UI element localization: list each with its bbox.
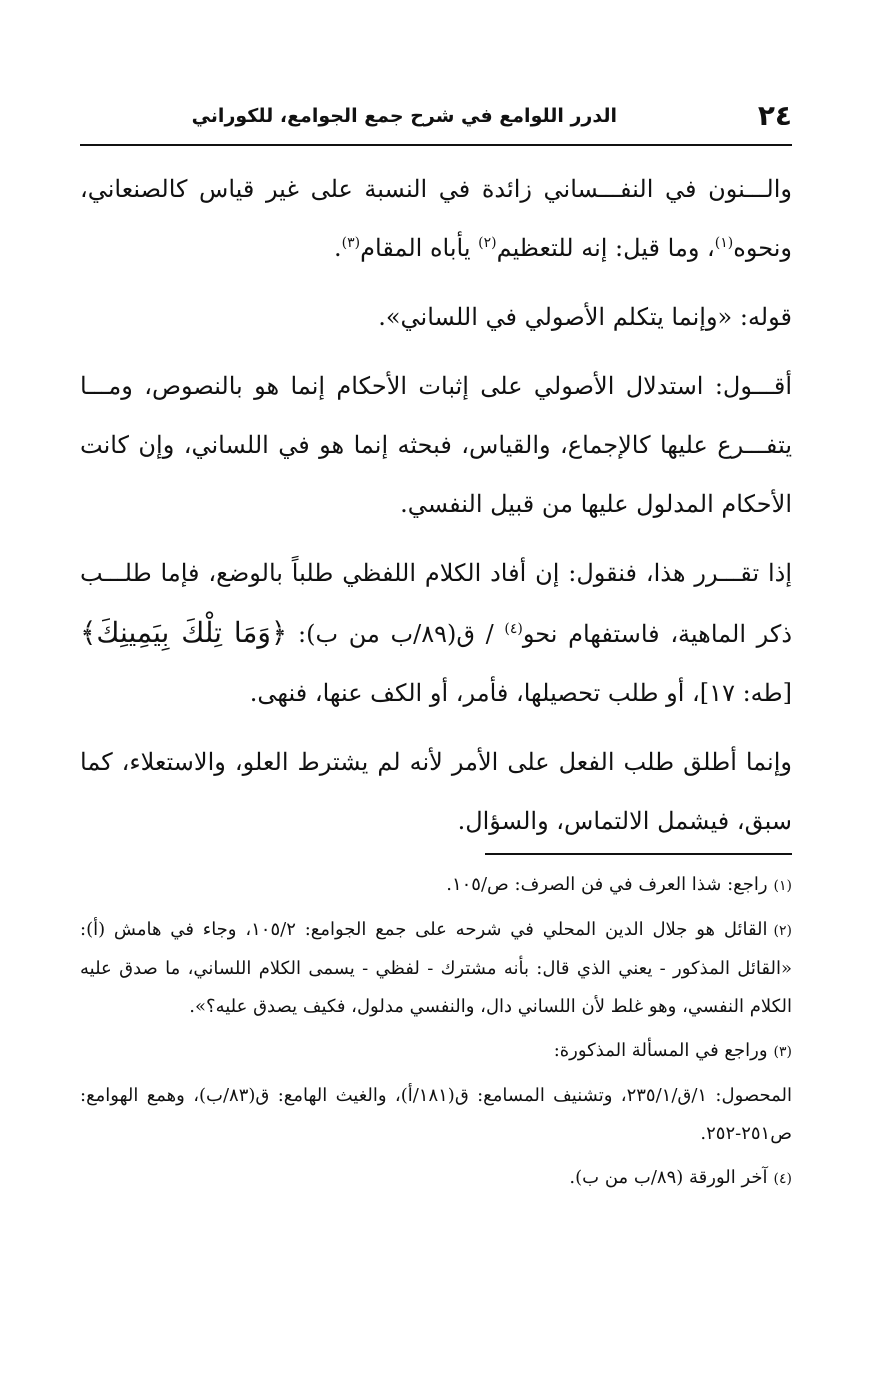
footnote-number: (١): [773, 878, 792, 894]
paragraph-4-text-a: إذا تقـــرر هذا، فنقول: إن أفاد الكلام اللفظي طلباً بالوضع، فإما طلـــب ذكر الماهية، فاستفهام نحو: [80, 559, 793, 648]
footnote-ref-1: (١): [714, 235, 734, 251]
footnote-ref-2: (٢): [478, 235, 497, 251]
footnote-3-continued: [80, 1077, 792, 1153]
main-text: [80, 160, 792, 861]
footnote-ref-3: (٣): [341, 235, 361, 251]
paragraph-2: قوله: «وإنما يتكلم الأصولي في اللساني».: [378, 303, 792, 331]
header-rule: [80, 144, 792, 146]
footnote-text: وراجع في المسألة المذكورة:: [553, 1040, 768, 1061]
page-header: [80, 98, 792, 140]
paragraph-3: أقـــول: استدلال الأصولي على إثبات الأحكام إنما هو بالنصوص، ومـــا يتفـــرع عليها كالإجماع، والقياس، فبحثه إنما هو في اللساني، وإن كانت الأحكام المدلول عليها من قبيل النفسي.: [80, 372, 792, 518]
footnote-4: [80, 1159, 792, 1198]
running-title: الدرر اللوامع في شرح جمع الجوامع، للكوراني: [191, 105, 617, 127]
footnote-2: [80, 911, 792, 1026]
paragraph-1: [80, 160, 792, 278]
paragraph-1-text-a: والـــنون في النفـــساني زائدة في النسبة على غير قياس كالصنعاني، ونحوه: [80, 175, 792, 262]
page-number: ٢٤: [757, 99, 792, 132]
footnote-ref-4: (٤): [504, 621, 523, 637]
footnote-separator: [485, 853, 792, 855]
footnote-text: المحصول: ١/ق/٢٣٥/١، وتشنيف المسامع: ق(١٨١/أ)، والغيث الهامع: ق(٨٣/ب)، وهمع الهوامع: ص٢٥١-٢٥٢.: [80, 1085, 792, 1144]
quran-verse: ﴿وَمَا تِلْكَ بِيَمِينِكَ﴾: [80, 616, 288, 649]
footnote-1: [80, 866, 792, 905]
footnote-3: [80, 1032, 792, 1071]
footnote-text: آخر الورقة (٨٩/ب من ب).: [569, 1167, 768, 1188]
paragraph-1-text-c: يأباه المقام: [360, 234, 479, 262]
paragraph-5: وإنما أطلق طلب الفعل على الأمر لأنه لم يشترط العلو، والاستعلاء، كما سبق، فيشمل الالتماس، والسؤال.: [80, 748, 792, 835]
paragraph-4-text-c: [طه: ١٧]، أو طلب تحصيلها، فأمر، أو الكف عنها، فنهى.: [249, 679, 792, 707]
footnote-text: القائل هو جلال الدين المحلي في شرحه على جمع الجوامع: ١٠٥/٢، وجاء في هامش (أ): «القائل المذكور - يعني الذي قال: بأنه مشترك - لفظي - يسمى الكلام اللساني، ما صدق عليه الكلام النفسي، وهو غلط لأن اللساني دال، والنفسي مدلول، فكيف يصدق عليه؟».: [80, 919, 792, 1017]
paragraph-1-text-d: .: [334, 234, 342, 262]
footnote-number: (٢): [773, 923, 793, 939]
footnote-text: راجع: شذا العرف في فن الصرف: ص/١٠٥.: [446, 874, 768, 895]
footnotes: [80, 866, 792, 1204]
paragraph-4-text-b: / ق(٨٩/ب من ب):: [287, 620, 505, 648]
paragraph-1-text-b: ، وما قيل: إنه للتعظيم: [496, 234, 715, 262]
footnote-number: (٤): [773, 1171, 792, 1187]
paragraph-4: [80, 544, 792, 723]
footnote-number: (٣): [773, 1044, 792, 1060]
